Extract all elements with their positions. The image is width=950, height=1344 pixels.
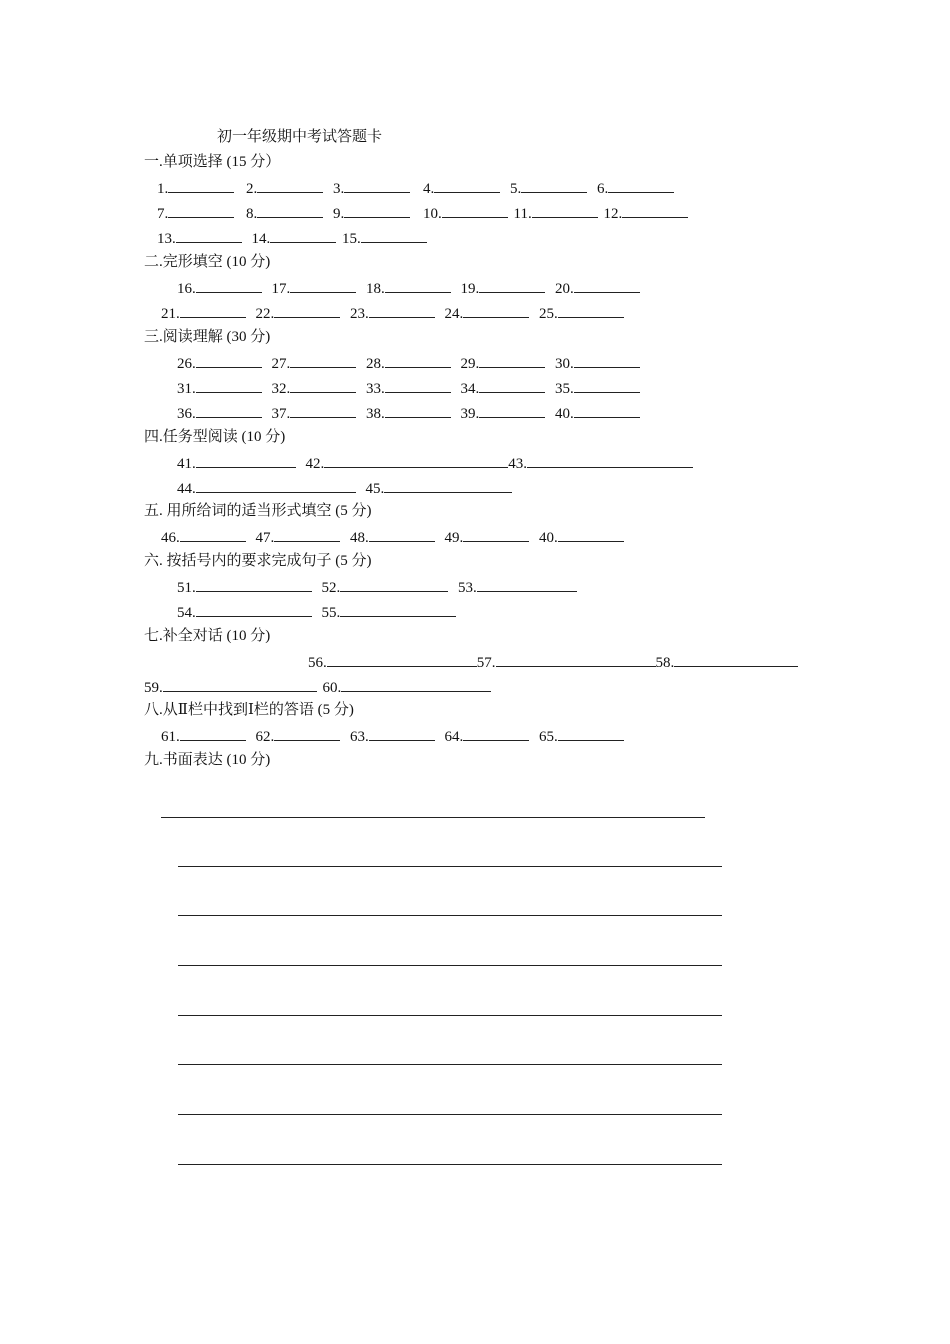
answer-blank[interactable] bbox=[324, 453, 508, 468]
answer-blank[interactable] bbox=[290, 353, 356, 368]
answer-row bbox=[308, 652, 798, 672]
answer-blank[interactable] bbox=[369, 726, 435, 741]
answer-blank[interactable] bbox=[479, 353, 545, 368]
item-number: 9. bbox=[333, 206, 345, 222]
item-number: 29. bbox=[460, 356, 480, 372]
answer-blank[interactable] bbox=[463, 527, 529, 542]
item-number: 4. bbox=[423, 181, 435, 197]
item-number: 55. bbox=[321, 605, 341, 621]
answer-blank[interactable] bbox=[196, 403, 262, 418]
writing-line[interactable] bbox=[178, 1064, 722, 1065]
section-heading-7: 七.补全对话 (10 分) bbox=[144, 628, 271, 644]
item-number: 12. bbox=[603, 206, 623, 222]
item-number: 51. bbox=[177, 580, 196, 596]
item-number: 45. bbox=[365, 481, 385, 497]
item-number: 20. bbox=[555, 281, 574, 297]
answer-blank[interactable] bbox=[176, 228, 242, 243]
item-number: 6. bbox=[597, 181, 609, 197]
answer-blank[interactable] bbox=[385, 378, 451, 393]
item-number: 52. bbox=[321, 580, 341, 596]
item-number: 64. bbox=[444, 729, 464, 745]
answer-blank[interactable] bbox=[180, 303, 246, 318]
item-number: 21. bbox=[161, 306, 180, 322]
answer-blank[interactable] bbox=[521, 178, 587, 193]
answer-blank[interactable] bbox=[442, 203, 508, 218]
item-number: 57. bbox=[476, 655, 496, 671]
item-number: 44. bbox=[177, 481, 196, 497]
item-number: 23. bbox=[350, 306, 369, 322]
answer-blank[interactable] bbox=[290, 378, 356, 393]
item-number: 59. bbox=[144, 680, 163, 696]
answer-blank[interactable] bbox=[369, 303, 435, 318]
item-number: 41. bbox=[177, 456, 196, 472]
item-number: 60. bbox=[322, 680, 342, 696]
answer-blank[interactable] bbox=[479, 278, 545, 293]
answer-row bbox=[161, 303, 624, 323]
answer-blank[interactable] bbox=[163, 677, 317, 692]
answer-blank[interactable] bbox=[479, 378, 545, 393]
item-number: 10. bbox=[423, 206, 442, 222]
answer-row bbox=[177, 478, 512, 498]
answer-blank[interactable] bbox=[274, 527, 340, 542]
answer-blank[interactable] bbox=[463, 303, 529, 318]
item-number: 34. bbox=[460, 381, 480, 397]
answer-blank[interactable] bbox=[558, 527, 624, 542]
answer-blank[interactable] bbox=[341, 677, 491, 692]
answer-blank[interactable] bbox=[340, 602, 456, 617]
item-number: 25. bbox=[539, 306, 558, 322]
item-number: 26. bbox=[177, 356, 196, 372]
answer-blank[interactable] bbox=[434, 178, 500, 193]
answer-blank[interactable] bbox=[180, 527, 246, 542]
section-heading-9: 九.书面表达 (10 分) bbox=[144, 752, 271, 768]
answer-blank[interactable] bbox=[369, 527, 435, 542]
item-number: 35. bbox=[555, 381, 574, 397]
writing-line[interactable] bbox=[178, 866, 722, 867]
item-number: 54. bbox=[177, 605, 196, 621]
item-number: 36. bbox=[177, 406, 196, 422]
item-number: 17. bbox=[271, 281, 291, 297]
answer-blank[interactable] bbox=[622, 203, 688, 218]
section-heading-1: 一.单项选择 (15 分） bbox=[144, 154, 281, 170]
item-number: 48. bbox=[350, 530, 369, 546]
item-number: 56. bbox=[308, 655, 327, 671]
item-number: 31. bbox=[177, 381, 196, 397]
section-heading-6: 六. 按括号内的要求完成句子 (5 分) bbox=[144, 553, 372, 569]
answer-blank[interactable] bbox=[385, 353, 451, 368]
answer-blank[interactable] bbox=[477, 577, 577, 592]
item-number: 16. bbox=[177, 281, 196, 297]
item-number: 58. bbox=[655, 655, 675, 671]
item-number: 37. bbox=[271, 406, 291, 422]
item-number: 27. bbox=[271, 356, 291, 372]
answer-blank[interactable] bbox=[274, 303, 340, 318]
answer-row bbox=[177, 278, 640, 298]
answer-blank[interactable] bbox=[196, 602, 312, 617]
answer-blank[interactable] bbox=[180, 726, 246, 741]
answer-blank[interactable] bbox=[290, 278, 356, 293]
answer-blank[interactable] bbox=[496, 652, 656, 667]
item-number: 40. bbox=[539, 530, 558, 546]
answer-blank[interactable] bbox=[196, 353, 262, 368]
item-number: 33. bbox=[366, 381, 385, 397]
item-number: 14. bbox=[251, 231, 271, 247]
item-number: 3. bbox=[333, 181, 345, 197]
answer-blank[interactable] bbox=[270, 228, 336, 243]
item-number: 32. bbox=[271, 381, 291, 397]
item-number: 22. bbox=[255, 306, 275, 322]
answer-blank[interactable] bbox=[574, 353, 640, 368]
item-number: 61. bbox=[161, 729, 180, 745]
item-number: 62. bbox=[255, 729, 275, 745]
answer-row bbox=[177, 378, 640, 398]
answer-row bbox=[177, 353, 640, 373]
answer-row bbox=[177, 577, 577, 597]
answer-blank[interactable] bbox=[532, 203, 598, 218]
section-heading-5: 五. 用所给词的适当形式填空 (5 分) bbox=[144, 503, 372, 519]
answer-row bbox=[161, 527, 624, 547]
item-number: 24. bbox=[444, 306, 464, 322]
answer-blank[interactable] bbox=[385, 278, 451, 293]
answer-row bbox=[177, 602, 456, 622]
answer-row bbox=[144, 677, 491, 697]
item-number: 13. bbox=[157, 231, 176, 247]
answer-blank[interactable] bbox=[196, 453, 296, 468]
answer-blank[interactable] bbox=[527, 453, 693, 468]
answer-blank[interactable] bbox=[574, 278, 640, 293]
answer-blank[interactable] bbox=[344, 203, 410, 218]
section-heading-2: 二.完形填空 (10 分) bbox=[144, 254, 271, 270]
answer-blank[interactable] bbox=[274, 726, 340, 741]
section-heading-8: 八.从Ⅱ栏中找到Ⅰ栏的答语 (5 分) bbox=[144, 702, 354, 718]
item-number: 8. bbox=[246, 206, 258, 222]
item-number: 5. bbox=[510, 181, 522, 197]
answer-blank[interactable] bbox=[257, 178, 323, 193]
item-number: 46. bbox=[161, 530, 180, 546]
item-number: 38. bbox=[366, 406, 385, 422]
answer-blank[interactable] bbox=[384, 478, 512, 493]
item-number: 49. bbox=[444, 530, 464, 546]
item-number: 19. bbox=[460, 281, 480, 297]
answer-blank[interactable] bbox=[196, 278, 262, 293]
writing-line[interactable] bbox=[178, 1164, 722, 1165]
page-title: 初一年级期中考试答题卡 bbox=[217, 129, 383, 145]
answer-row bbox=[157, 178, 674, 198]
writing-line[interactable] bbox=[178, 1015, 722, 1016]
answer-blank[interactable] bbox=[361, 228, 427, 243]
answer-blank[interactable] bbox=[168, 203, 234, 218]
answer-blank[interactable] bbox=[574, 403, 640, 418]
answer-row bbox=[177, 403, 640, 423]
answer-blank[interactable] bbox=[608, 178, 674, 193]
item-number: 42. bbox=[305, 456, 325, 472]
item-number: 40. bbox=[555, 406, 574, 422]
item-number: 39. bbox=[460, 406, 480, 422]
section-heading-4: 四.任务型阅读 (10 分) bbox=[144, 429, 286, 445]
answer-blank[interactable] bbox=[463, 726, 529, 741]
answer-blank[interactable] bbox=[674, 652, 798, 667]
item-number: 1. bbox=[157, 181, 169, 197]
answer-blank[interactable] bbox=[290, 403, 356, 418]
item-number: 28. bbox=[366, 356, 385, 372]
item-number: 65. bbox=[539, 729, 558, 745]
answer-blank[interactable] bbox=[168, 178, 234, 193]
answer-row bbox=[157, 228, 427, 248]
item-number: 47. bbox=[255, 530, 275, 546]
answer-blank[interactable] bbox=[558, 726, 624, 741]
answer-blank[interactable] bbox=[196, 478, 356, 493]
writing-line[interactable] bbox=[178, 1114, 722, 1115]
writing-line[interactable] bbox=[161, 817, 705, 818]
answer-blank[interactable] bbox=[257, 203, 323, 218]
item-number: 7. bbox=[157, 206, 169, 222]
answer-blank[interactable] bbox=[196, 378, 262, 393]
answer-row bbox=[157, 203, 688, 223]
item-number: 53. bbox=[458, 580, 477, 596]
answer-row bbox=[161, 726, 624, 746]
answer-blank[interactable] bbox=[385, 403, 451, 418]
answer-blank[interactable] bbox=[558, 303, 624, 318]
item-number: 15. bbox=[342, 231, 361, 247]
writing-line[interactable] bbox=[178, 965, 722, 966]
item-number: 2. bbox=[246, 181, 258, 197]
answer-blank[interactable] bbox=[574, 378, 640, 393]
item-number: 18. bbox=[366, 281, 385, 297]
answer-blank[interactable] bbox=[327, 652, 477, 667]
section-heading-3: 三.阅读理解 (30 分) bbox=[144, 329, 271, 345]
item-number: 43. bbox=[508, 456, 527, 472]
answer-blank[interactable] bbox=[344, 178, 410, 193]
answer-blank[interactable] bbox=[479, 403, 545, 418]
answer-blank[interactable] bbox=[340, 577, 448, 592]
item-number: 11. bbox=[513, 206, 532, 222]
writing-line[interactable] bbox=[178, 915, 722, 916]
answer-blank[interactable] bbox=[196, 577, 312, 592]
item-number: 63. bbox=[350, 729, 369, 745]
answer-row bbox=[177, 453, 693, 473]
item-number: 30. bbox=[555, 356, 574, 372]
